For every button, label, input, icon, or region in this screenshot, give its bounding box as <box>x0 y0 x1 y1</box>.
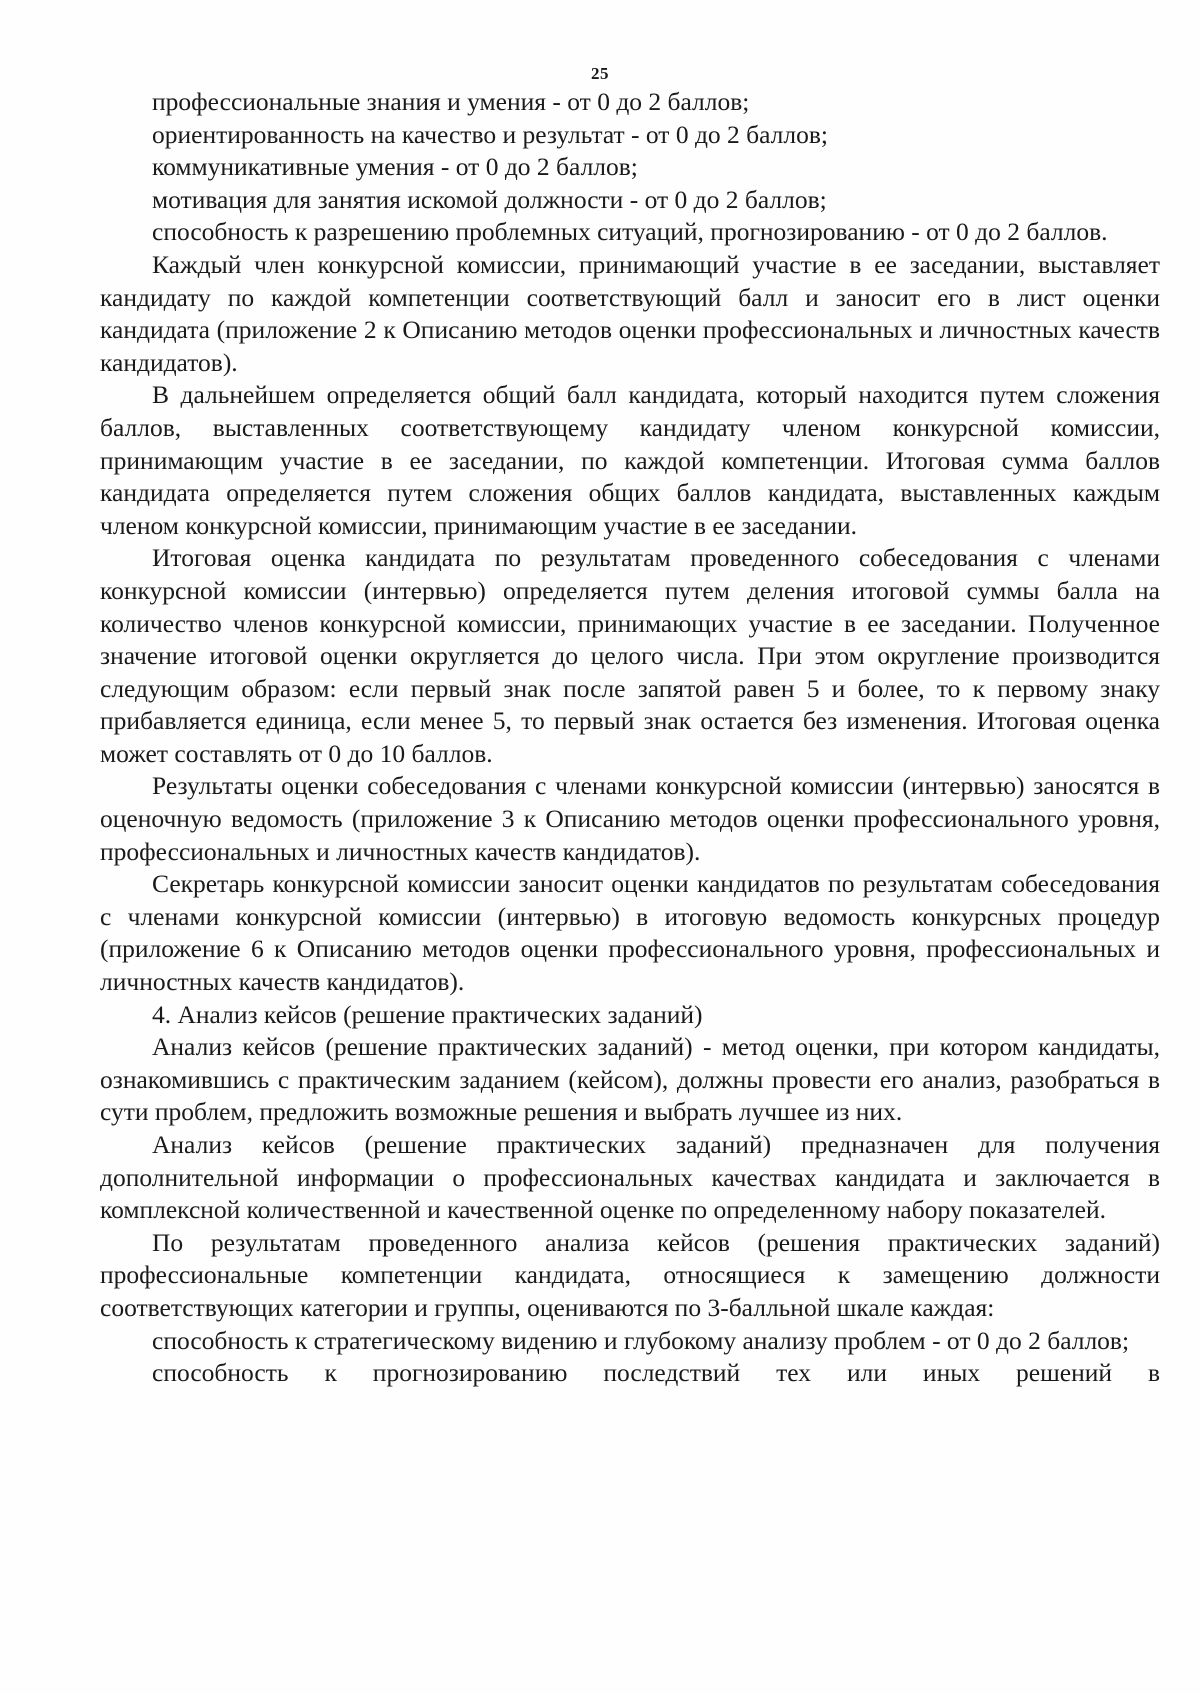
page-number: 25 <box>591 64 609 83</box>
section-heading-case-analysis: 4. Анализ кейсов (решение практических заданий) <box>152 999 703 1029</box>
paragraph-total-score: В дальнейшем определяется общий балл кандидата, который находится путем сложения баллов, выставленных соответствующему кандидату членом конкурсной комиссии, принимающим участие в ее заседании, по каждой компетенции. Итоговая сумма баллов кандидата определяется путем сложения общих баллов кандидата, выставленных каждым членом конкурсной комиссии, принимающим участие в ее заседании. <box>100 380 1160 540</box>
paragraph-interview-results: Результаты оценки собеседования с членами конкурсной комиссии (интервью) заносятся в оценочную ведомость (приложение 3 к Описанию методов оценки профессионального уровня, профессиональных и личностных качеств кандидатов). <box>100 771 1160 866</box>
paragraph-case-analysis-scale: По результатам проведенного анализа кейсов (решения практических заданий) профессиональные компетенции кандидата, относящиеся к замещению должности соответствующих категории и группы, оцениваются по 3-балльной шкале каждая: <box>100 1227 1160 1322</box>
paragraph-secretary-records: Секретарь конкурсной комиссии заносит оценки кандидатов по результатам собеседования с членами конкурсной комиссии (интервью) в итоговую ведомость конкурсных процедур (приложение 6 к Описанию методов оценки профессионального уровня, профессиональных и личностных качеств кандидатов). <box>100 869 1160 997</box>
document-body <box>100 86 1160 1390</box>
list-item-forecasting: способность к прогнозированию последствий тех или иных решений в <box>152 1358 1160 1388</box>
list-item-problem-solving: способность к разрешению проблемных ситуаций, прогнозированию - от 0 до 2 баллов. <box>152 217 1108 247</box>
paragraph-final-grade: Итоговая оценка кандидата по результатам проведенного собеседования с членами конкурсной комиссии (интервью) определяется путем деления итоговой суммы балла на количество членов конкурсной комиссии, принимающих участие в ее заседании. Полученное значение итоговой оценки округляется до целого числа. При этом округление производится следующим образом: если первый знак после запятой равен 5 и более, то к первому знаку прибавляется единица, если менее 5, то первый знак остается без изменения. Итоговая оценка может составлять от 0 до 10 баллов. <box>100 543 1160 768</box>
paragraph-case-analysis-purpose: Анализ кейсов (решение практических заданий) предназначен для получения дополнительной информации о профессиональных качествах кандидата и заключается в комплексной количественной и качественной оценке по определенному набору показателей. <box>100 1130 1160 1225</box>
paragraph-commission-scoring: Каждый член конкурсной комиссии, принимающий участие в ее заседании, выставляет кандидату по каждой компетенции соответствующий балл и заносит его в лист оценки кандидата (приложение 2 к Описанию методов оценки профессиональных и личностных качеств кандидатов). <box>100 249 1160 377</box>
list-item-professional-knowledge: профессиональные знания и умения - от 0 до 2 баллов; <box>152 87 750 116</box>
list-item-motivation: мотивация для занятия искомой должности - от 0 до 2 баллов; <box>152 184 827 214</box>
list-item-strategic-vision: способность к стратегическому видению и глубокому анализу проблем - от 0 до 2 баллов; <box>152 1325 1130 1355</box>
list-item-communication-skills: коммуникативные умения - от 0 до 2 баллов; <box>152 152 638 182</box>
list-item-quality-orientation: ориентированность на качество и результат - от 0 до 2 баллов; <box>152 119 829 149</box>
paragraph-case-analysis-definition: Анализ кейсов (решение практических заданий) - метод оценки, при котором кандидаты, ознакомившись с практическим заданием (кейсом), должны провести его анализ, разобраться в сути проблем, предложить возможные решения и выбрать лучшее из них. <box>100 1032 1160 1127</box>
